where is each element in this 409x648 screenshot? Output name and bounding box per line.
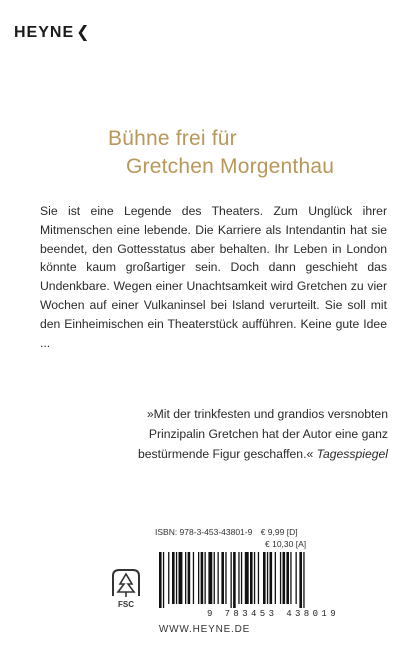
publisher-name: HEYNE	[14, 24, 75, 41]
barcode-bar	[290, 552, 291, 604]
website-url: WWW.HEYNE.DE	[158, 624, 251, 635]
title-line-2: Gretchen Morgenthau	[126, 155, 335, 178]
quote-text: »Mit der trinkfesten und grandios versnobten Prinzipalin Gretchen hat der Autor eine ganz bestürmende Figur geschaffen.«	[137, 407, 388, 461]
barcode-bar	[238, 552, 239, 604]
isbn-label: ISBN: 978-3-453-43801-9	[155, 527, 253, 537]
barcode	[155, 552, 391, 608]
barcode-bar	[280, 552, 281, 604]
publisher-chevron-icon: ❮	[76, 24, 91, 41]
barcode-bar	[159, 552, 162, 608]
isbn-block	[155, 527, 396, 622]
barcode-bar	[201, 552, 204, 604]
fsc-tree-icon	[108, 566, 144, 600]
barcode-bar	[208, 552, 212, 604]
fsc-logo	[108, 566, 144, 612]
barcode-bar	[258, 552, 259, 604]
barcode-bar	[168, 552, 169, 604]
barcode-bar	[275, 552, 276, 604]
barcode-bar	[218, 552, 219, 604]
barcode-bar	[172, 552, 175, 604]
book-title	[108, 125, 398, 181]
barcode-bar	[233, 552, 236, 608]
isbn-line	[155, 527, 396, 537]
barcode-bar	[193, 552, 194, 604]
barcode-bar	[241, 552, 242, 604]
barcode-bar	[231, 552, 232, 608]
barcode-bar	[179, 552, 183, 604]
barcode-bar	[225, 552, 226, 604]
price-de: € 9,99 [D]	[260, 527, 298, 537]
blurb-text: Sie ist eine Legende des Theaters. Zum Unglück ihrer Mitmenschen eine lebende. Die Karriere als Intendantin hat sie beendet, den Gottesstatus aber behalten. Ihr Leben in London könnte kaum großartiger sein. Doch dann geschieht das Undenkbare. Wegen einer Unachtsamkeit wird Gretchen zu vier Wochen auf einer Vulkaninsel bei Island verurteilt. Sie soll mit den Einheimischen ein Theaterstück aufführen. Keine gute Idee ...	[40, 204, 387, 350]
barcode-bar	[263, 552, 266, 604]
barcode-bar	[267, 552, 268, 604]
fsc-label: FSC	[118, 600, 134, 609]
barcode-digits: 9 783453 438019	[206, 609, 339, 619]
barcode-bar	[221, 552, 224, 604]
price-at: € 10,30 [A]	[265, 539, 307, 549]
barcode-bar	[176, 552, 177, 604]
barcode-bar	[286, 552, 289, 604]
barcode-bar	[245, 552, 249, 604]
barcode-bar	[163, 552, 164, 608]
barcode-bar	[303, 552, 304, 608]
barcode-bar	[188, 552, 191, 604]
title-line-1: Bühne frei für	[108, 127, 237, 150]
barcode-bar	[270, 552, 273, 604]
barcode-bar	[214, 552, 215, 604]
barcode-bar	[198, 552, 199, 604]
quote-source: Tagesspiegel	[316, 447, 388, 461]
barcode-bar	[250, 552, 253, 604]
barcode-bar	[299, 552, 302, 608]
barcode-bar	[296, 552, 297, 604]
publisher-logo	[14, 22, 91, 42]
barcode-bar	[205, 552, 206, 604]
review-quote	[88, 404, 388, 464]
barcode-bar	[254, 552, 255, 604]
barcode-bar	[283, 552, 286, 604]
barcode-bar	[185, 552, 186, 604]
